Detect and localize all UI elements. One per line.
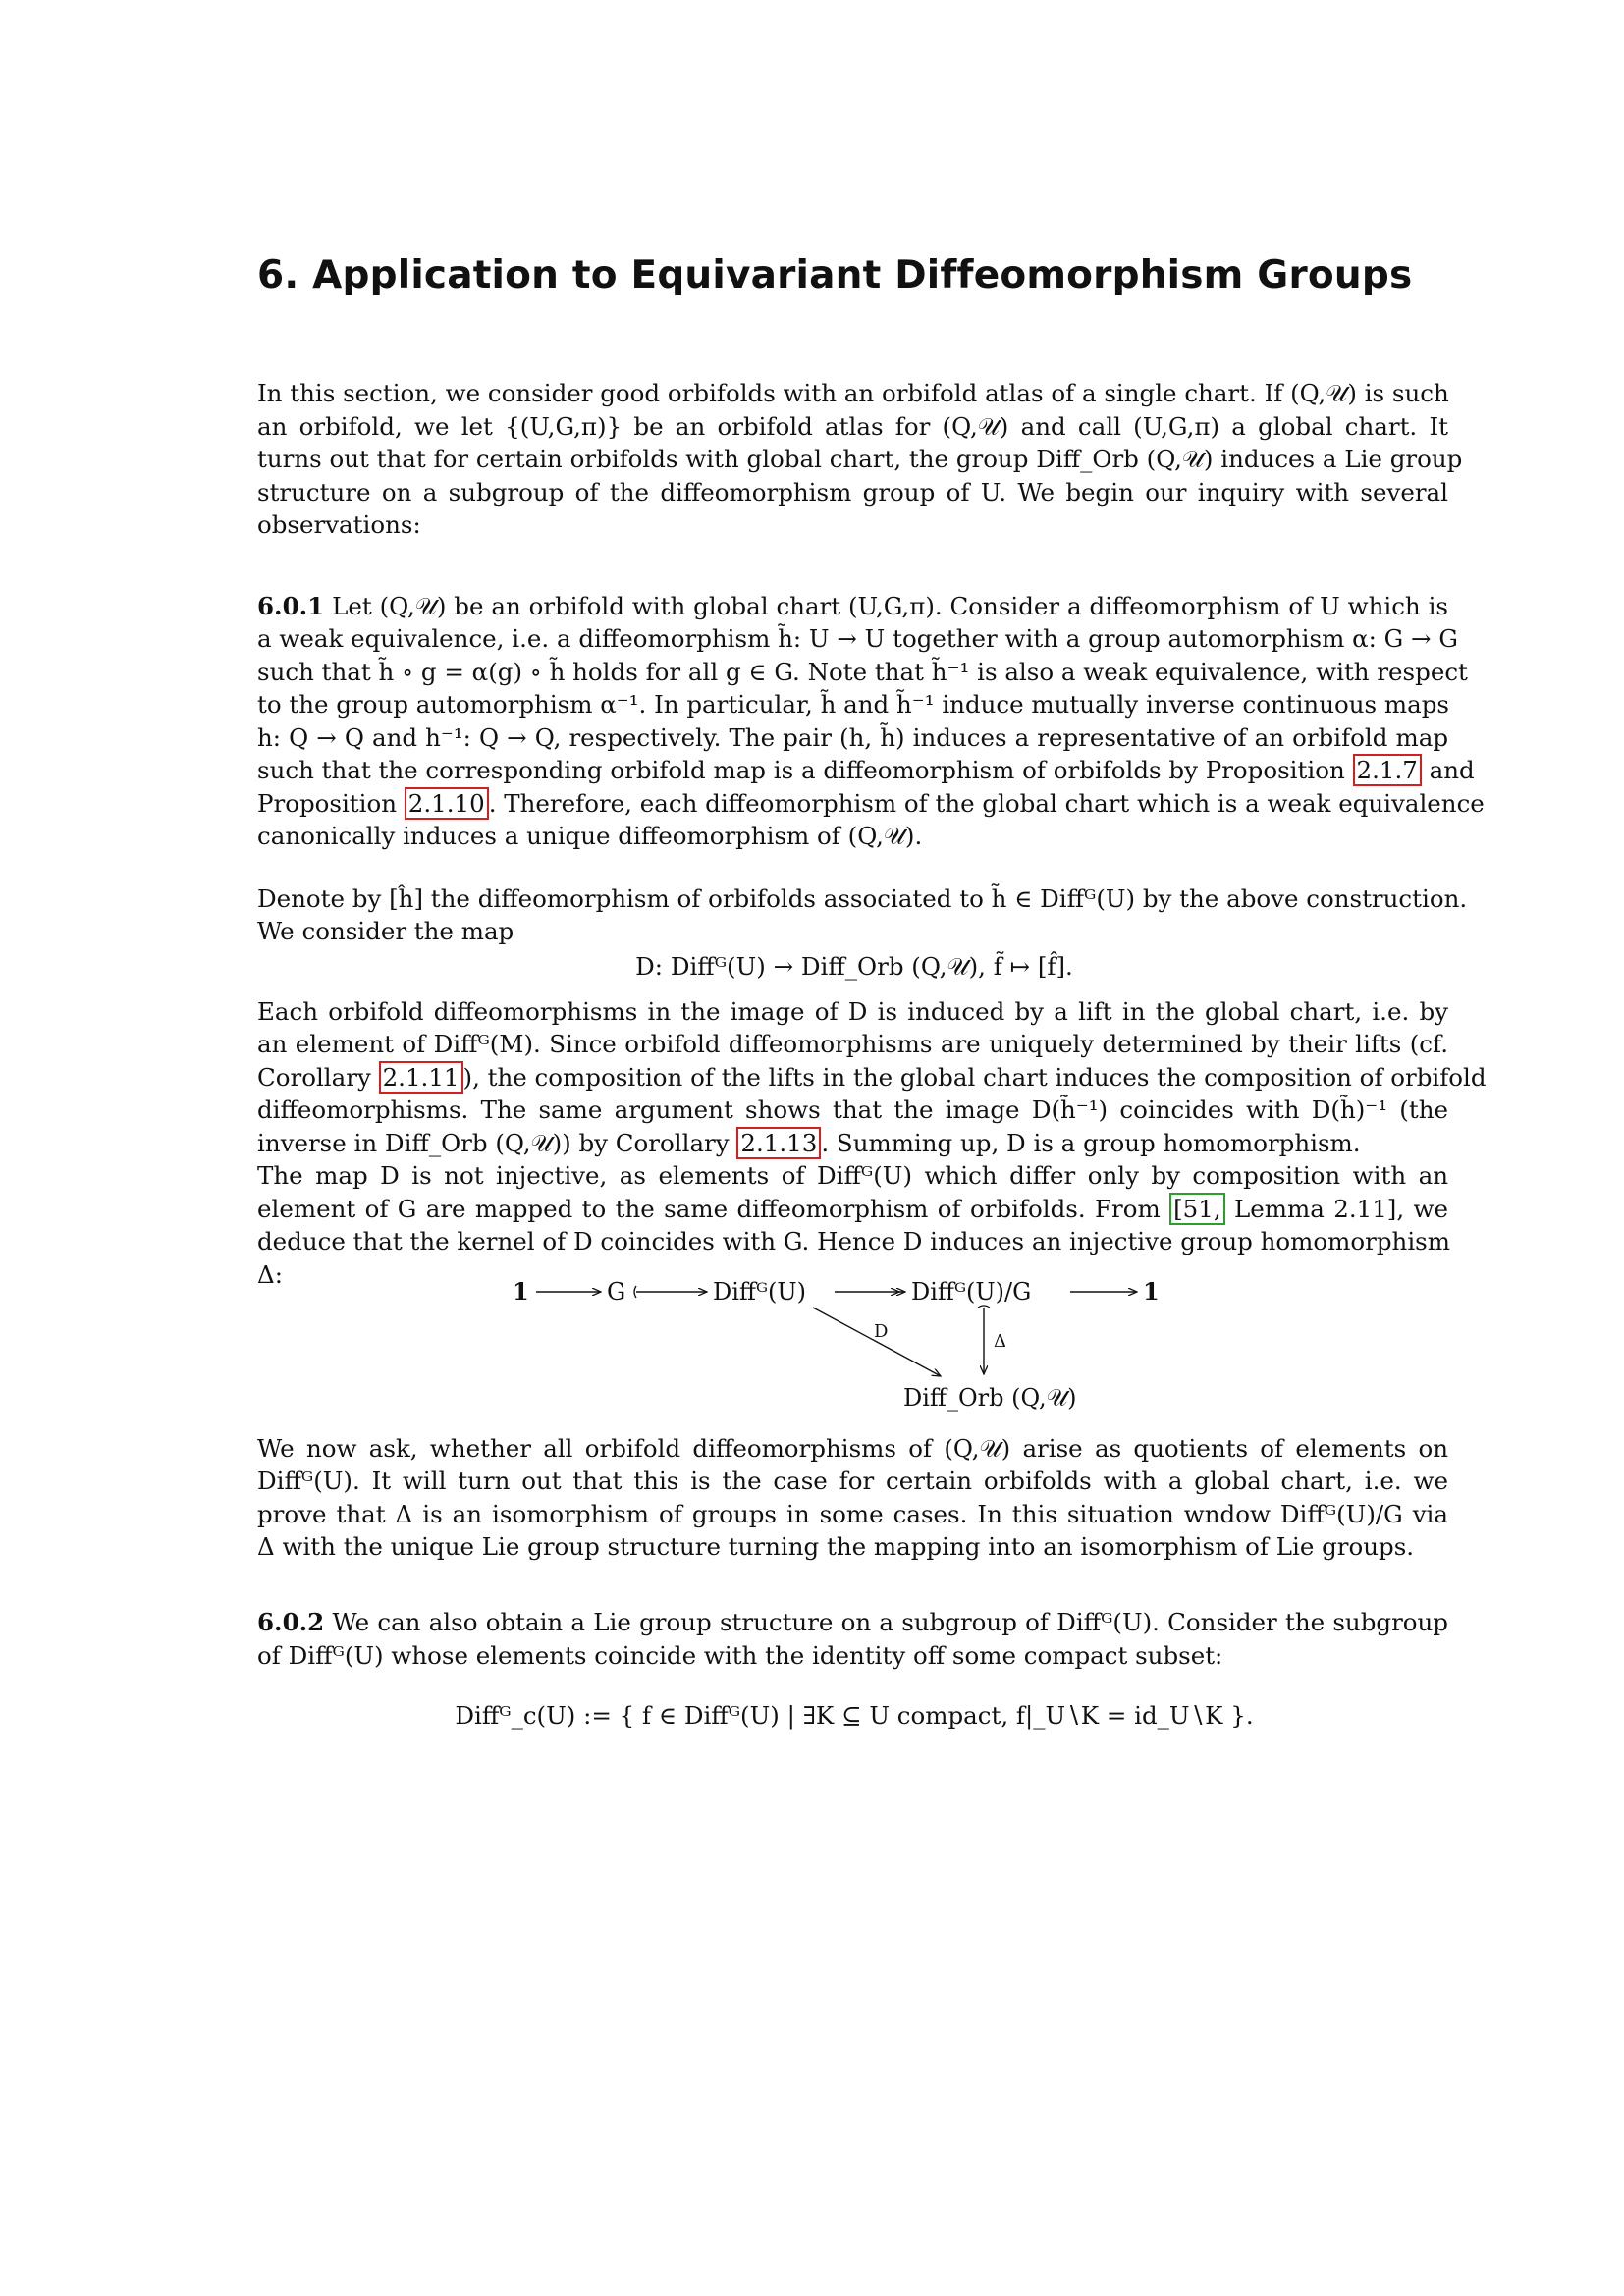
paragraph-6-0-1-line: a weak equivalence, i.e. a diffeomorphism h̃: U → U together with a group automorphism α: G → G (257, 624, 1458, 653)
arrow-D-diagonal (813, 1308, 941, 1376)
intro-line: observations: (257, 510, 421, 539)
hook-tail (634, 1286, 636, 1298)
diagram-one-right: 1 (1143, 1277, 1160, 1306)
paragraph-text: Let (Q,𝒰) be an orbifold with global chart (U,G,π). Consider a diffeomorphism of U which is (332, 592, 1448, 620)
paragraph-6-0-1-line: h: Q → Q and h⁻¹: Q → Q, respectively. The pair (h, h̃) induces a representative of an orbifold map (257, 723, 1448, 752)
paragraph-line: inverse in Diff_Orb (Q,𝒰)) by Corollary 2.1.13 . Summing up, D is a group homomorphism. (257, 1129, 1361, 1157)
display-formula-D: D: Diffᴳ(U) → Diff_Orb (Q,𝒰), f̃ ↦ [f̂]. (635, 952, 1073, 981)
paragraph-line: Each orbifold diffeomorphisms in the image of D is induced by a lift in the global chart, i.e. by (257, 997, 1448, 1026)
paragraph-6-0-1-line: such that the corresponding orbifold map is a diffeomorphism of orbifolds by Proposition 2.1.7 and (257, 756, 1475, 784)
paragraph-line: The map D is not injective, as elements of Diffᴳ(U) which differ only by composition with an (257, 1161, 1448, 1190)
reference-link-2-1-10[interactable]: 2.1.10 (405, 787, 489, 820)
intro-line: an orbifold, we let {(U,G,π)} be an orbifold atlas for (Q,𝒰) and call (U,G,π) a global chart. It (257, 412, 1448, 441)
paragraph-number: 6.0.1 (257, 592, 325, 620)
paragraph-number: 6.0.2 (257, 1608, 325, 1636)
paragraph-line: Δ with the unique Lie group structure turning the mapping into an isomorphism of Lie groups. (257, 1532, 1415, 1561)
diagram-one-left: 1 (513, 1277, 529, 1306)
citation-link-51[interactable]: [51, (1169, 1193, 1225, 1225)
paragraph-line: Corollary 2.1.11 ), the composition of the lifts in the global chart induces the composition of orbifold (257, 1063, 1487, 1092)
intro-line: structure on a subgroup of the diffeomorphism group of U. We begin our inquiry with several (257, 478, 1448, 507)
paragraph-line: We now ask, whether all orbifold diffeomorphisms of (Q,𝒰) arise as quotients of elements on (257, 1434, 1448, 1463)
reference-link-2-1-13[interactable]: 2.1.13 (736, 1127, 821, 1159)
paragraph-6-0-1-line: such that h̃ ∘ g = α(g) ∘ h̃ holds for all g ∈ G. Note that h̃⁻¹ is also a weak equivalence, with respect (257, 658, 1468, 686)
paragraph-line: element of G are mapped to the same diffeomorphism of orbifolds. From [51, Lemma 2.11], we (257, 1195, 1448, 1223)
reference-link-2-1-7[interactable]: 2.1.7 (1353, 754, 1422, 786)
paragraph-line: an element of Diffᴳ(M). Since orbifold diffeomorphisms are uniquely determined by their lifts (cf. (257, 1030, 1448, 1058)
diagram-quotient: Diffᴳ(U)/G (911, 1278, 1032, 1306)
hook-tail-vertical (978, 1306, 990, 1308)
paragraph-6-0-2-line: 6.0.2 We can also obtain a Lie group structure on a subgroup of Diffᴳ(U). Consider the subgroup (257, 1608, 1448, 1636)
paragraph-line: deduce that the kernel of D coincides with G. Hence D induces an injective group homomorphism (257, 1227, 1450, 1255)
diagram-diffOrb: Diff_Orb (Q,𝒰) (903, 1384, 1077, 1412)
section-title: 6. Application to Equivariant Diffeomorphism Groups (257, 253, 1413, 297)
paragraph-line: We consider the map (257, 917, 514, 945)
reference-link-2-1-11[interactable]: 2.1.11 (379, 1061, 463, 1094)
diagram-G: G (607, 1278, 626, 1306)
paragraph-line: prove that Δ is an isomorphism of groups in some cases. In this situation wndow Diffᴳ(U)/G via (257, 1500, 1448, 1528)
diagram-label-Delta: Δ (994, 1331, 1006, 1352)
paragraph-line: Δ: (257, 1260, 283, 1289)
paragraph-6-0-1-line: canonically induces a unique diffeomorphism of (Q,𝒰). (257, 822, 923, 850)
paragraph-line: diffeomorphisms. The same argument shows that the image D(h̃⁻¹) coincides with D(h̃)⁻¹ (the (257, 1095, 1448, 1124)
intro-line: In this section, we consider good orbifolds with an orbifold atlas of a single chart. If (Q,𝒰) is such (257, 379, 1449, 407)
paragraph-6-0-2-line: of Diffᴳ(U) whose elements coincide with the identity off some compact subset: (257, 1641, 1223, 1670)
diagram-label-D: D (874, 1321, 889, 1342)
intro-line: turns out that for certain orbifolds with global chart, the group Diff_Orb (Q,𝒰) induces a Lie group (257, 445, 1463, 473)
diagram-diffG: Diffᴳ(U) (713, 1278, 806, 1306)
paragraph-line: Denote by [ĥ] the diffeomorphism of orbifolds associated to h̃ ∈ Diffᴳ(U) by the above construction. (257, 884, 1468, 913)
paragraph-line: Diffᴳ(U). It will turn out that this is the case for certain orbifolds with a global chart, i.e. we (257, 1467, 1448, 1495)
display-formula-diffc: Diffᴳ_c(U) := { f ∈ Diffᴳ(U) | ∃K ⊆ U compact, f|_U∖K = id_U∖K }. (455, 1701, 1254, 1730)
paragraph-6-0-1-line: to the group automorphism α⁻¹. In particular, h̃ and h̃⁻¹ induce mutually inverse continuous maps (257, 690, 1449, 719)
paragraph-6-0-1-line: Proposition 2.1.10 . Therefore, each diffeomorphism of the global chart which is a weak equivalence (257, 789, 1485, 818)
